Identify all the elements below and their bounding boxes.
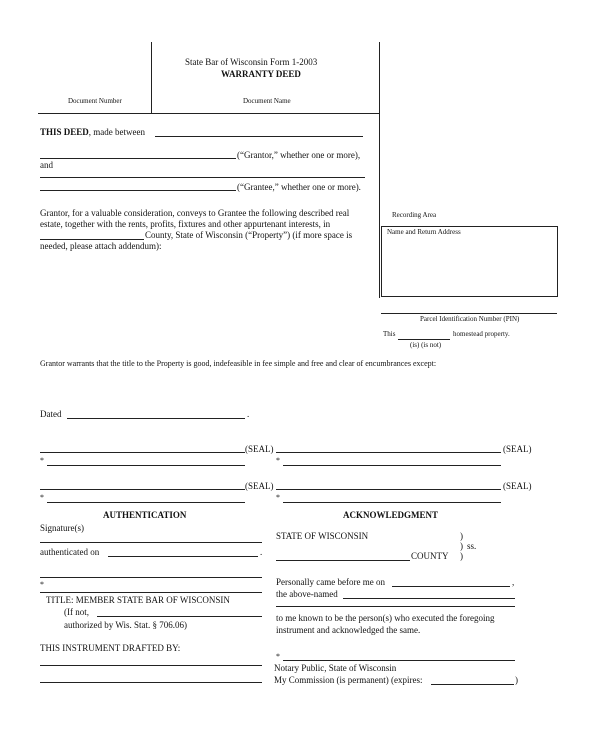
return-address-left — [381, 226, 382, 297]
this-deed-bold: THIS DEED — [40, 127, 89, 137]
above-named-field-2[interactable] — [276, 606, 515, 607]
homestead-label: homestead property. — [453, 330, 510, 338]
title-member-line: TITLE: MEMBER STATE BAR OF WISCONSIN — [46, 595, 230, 605]
printed-name-line-2[interactable] — [283, 465, 501, 466]
authenticator-name-field[interactable] — [40, 592, 262, 593]
notary-signature-field[interactable] — [283, 660, 515, 661]
paren-3: ) — [460, 551, 463, 561]
personally-date-field[interactable] — [392, 586, 510, 587]
is-isnot-label: (is) (is not) — [410, 341, 442, 349]
seal-label-3: (SEAL) — [245, 481, 274, 491]
ss-label: ss. — [467, 541, 477, 551]
document-number-label: Document Number — [68, 97, 122, 105]
header-bottom-rule — [38, 113, 379, 114]
authenticated-on-field[interactable] — [108, 556, 258, 557]
star-3: * — [40, 493, 44, 502]
doc-title: WARRANTY DEED — [221, 69, 301, 79]
authenticated-period: . — [260, 547, 263, 557]
auth-star: * — [40, 580, 44, 589]
seal-label-1: (SEAL) — [245, 444, 274, 454]
drafted-by-field-1[interactable] — [40, 665, 262, 666]
above-named-label: the above-named — [276, 589, 338, 599]
printed-name-line-4[interactable] — [283, 502, 501, 503]
grantor-note: (“Grantor,” whether one or more), — [237, 150, 361, 160]
signatures-label: Signature(s) — [40, 523, 84, 533]
dated-label: Dated — [40, 409, 62, 419]
grantee-name-field-2[interactable] — [40, 190, 236, 191]
commission-close-paren: ) — [515, 675, 518, 685]
made-between: , made between — [88, 127, 146, 137]
this-deed-line — [40, 127, 145, 137]
seal-label-2: (SEAL) — [503, 444, 532, 454]
this-label: This — [383, 330, 396, 338]
dated-field[interactable] — [67, 418, 245, 419]
acknowledgment-heading: ACKNOWLEDGMENT — [343, 510, 439, 520]
known-line-2: instrument and acknowledged the same. — [276, 625, 421, 635]
above-named-field-1[interactable] — [343, 598, 515, 599]
warranty-text: Grantor warrants that the title to the Property is good, indefeasible in fee simple and free and clear of encumbrances except: — [40, 359, 437, 368]
signatures-field[interactable] — [40, 542, 262, 543]
authenticator-signature-field[interactable] — [40, 577, 262, 578]
pin-label: Parcel Identification Number (PIN) — [420, 315, 520, 323]
header-divider-left — [151, 42, 152, 114]
recording-area-rule — [381, 226, 557, 227]
authenticated-on-label: authenticated on — [40, 547, 100, 557]
conveyance-line-2: estate, together with the rents, profits, fixtures and other appurtenant interests, in — [40, 219, 331, 229]
known-line-1: to me known to be the person(s) who executed the foregoing — [276, 613, 495, 623]
signature-line-3[interactable] — [40, 489, 245, 490]
homestead-field[interactable] — [398, 339, 450, 340]
drafted-by-field-2[interactable] — [40, 682, 262, 683]
conveyance-line-1: Grantor, for a valuable consideration, conveys to Grantee the following described real — [40, 208, 350, 218]
printed-name-line-3[interactable] — [47, 502, 245, 503]
notary-star: * — [276, 652, 280, 661]
name-return-address-label: Name and Return Address — [387, 228, 461, 236]
commission-field[interactable] — [431, 684, 514, 685]
personally-label: Personally came before me on — [276, 577, 385, 587]
header-divider-right — [379, 42, 380, 298]
signature-line-4[interactable] — [276, 489, 501, 490]
state-label: STATE OF WISCONSIN — [276, 531, 369, 541]
star-4: * — [276, 493, 280, 502]
authorized-label: authorized by Wis. Stat. § 706.06) — [64, 620, 187, 630]
if-not-field[interactable] — [97, 616, 262, 617]
county-ack-field[interactable] — [276, 560, 410, 561]
and-label: and — [40, 160, 53, 170]
return-address-right — [557, 226, 558, 297]
document-name-label: Document Name — [243, 97, 291, 105]
paren-1: ) — [460, 531, 463, 541]
printed-name-line-1[interactable] — [47, 465, 245, 466]
return-address-bottom — [381, 296, 557, 297]
grantee-name-field-1[interactable] — [40, 177, 365, 178]
county-field[interactable] — [40, 239, 144, 240]
paren-2: ) ss. — [460, 541, 477, 551]
conveyance-line-4: needed, please attach addendum): — [40, 241, 162, 251]
grantor-name-field-2[interactable] — [40, 158, 236, 159]
signature-line-2[interactable] — [276, 452, 501, 453]
if-not-label: (If not, — [64, 607, 89, 617]
county-ack-label: COUNTY — [411, 551, 449, 561]
seal-label-4: (SEAL) — [503, 481, 532, 491]
recording-area-label: Recording Area — [392, 211, 437, 219]
signature-line-1[interactable] — [40, 452, 245, 453]
personally-comma: , — [512, 577, 515, 587]
pin-field[interactable] — [381, 313, 557, 314]
form-name: State Bar of Wisconsin Form 1-2003 — [185, 57, 318, 67]
dated-period: . — [247, 409, 250, 419]
conveyance-line-3: County, State of Wisconsin (“Property”) (if more space is — [145, 230, 353, 240]
authentication-heading: AUTHENTICATION — [103, 510, 187, 520]
grantee-note: (“Grantee,” whether one or more). — [237, 182, 361, 192]
star-2: * — [276, 456, 280, 465]
notary-label: Notary Public, State of Wisconsin — [274, 663, 397, 673]
drafted-by-label: THIS INSTRUMENT DRAFTED BY: — [40, 643, 181, 653]
grantor-name-field-1[interactable] — [155, 136, 363, 137]
star-1: * — [40, 456, 44, 465]
commission-label: My Commission (is permanent) (expires: — [274, 675, 423, 685]
